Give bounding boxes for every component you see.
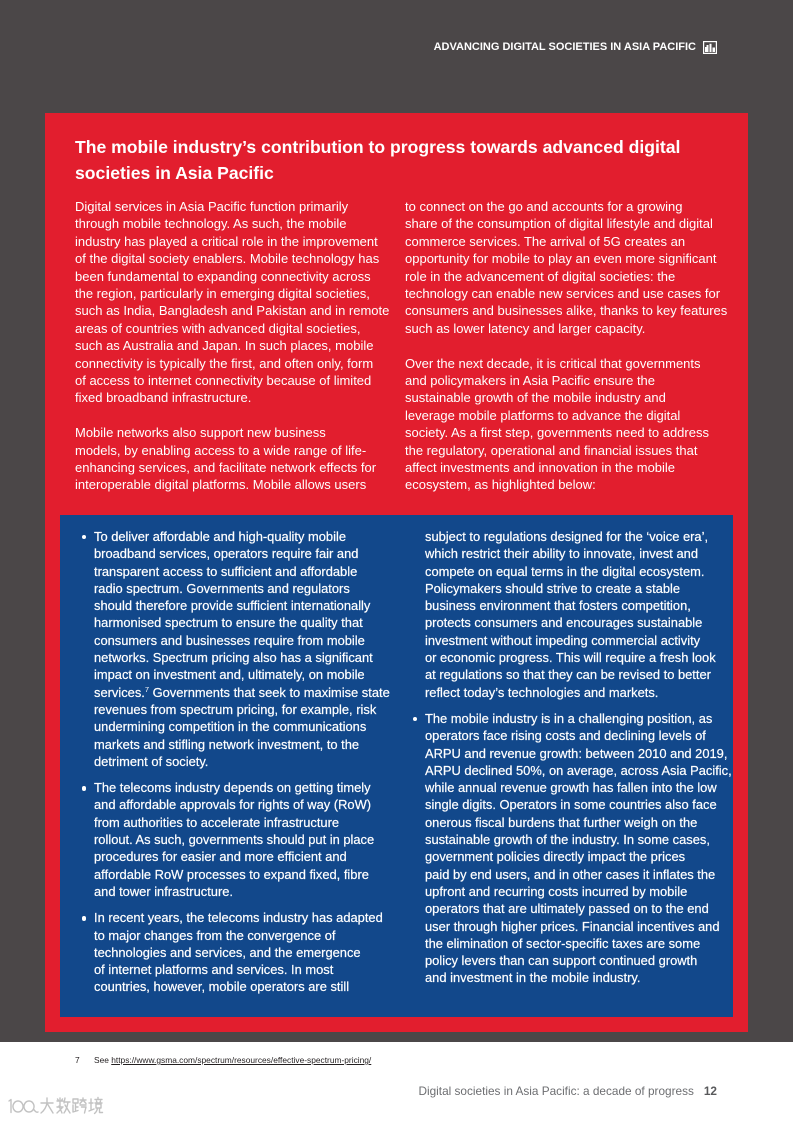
bullet-dot	[413, 717, 417, 721]
panel-title: The mobile industry’s contribution to progress towards advanced digital societies in Asia Pacific	[75, 137, 681, 183]
intro-column-left	[75, 198, 389, 511]
watermark-logo	[6, 1094, 106, 1118]
bullet-item-fiscal	[412, 710, 732, 987]
watermark-glyph	[89, 1098, 103, 1114]
intro-paragraph: to connect on the go and accounts for a growing share of the consumption of digital lifestyle and digital commerce services. The arrival of 5G creates an opportunity for mobile to play an even more significant role in the advancement of digital societies: the technology can enable new services and use cases for consumers and businesses alike, thanks to key features such as lower latency and larger capacity.	[405, 199, 728, 336]
watermark-logo-mark	[9, 1100, 38, 1113]
bullet-item-regulation	[81, 909, 390, 995]
bullet-text-continued: Governments that seek to maximise state revenues from spectrum pricing, for example, risk undermining competition in the communications markets and stifling network investment, to the detriment of society.	[94, 684, 390, 769]
footnote-reference: 7	[144, 685, 150, 695]
running-header	[434, 39, 717, 55]
footnote-link[interactable]: https://www.gsma.com/spectrum/resources/effective-spectrum-pricing/	[111, 1055, 372, 1065]
bullet-text: The mobile industry is in a challenging position, as operators face rising costs and declining levels of ARPU and revenue growth: between 2010 and 2019, ARPU declined 50%, on average, across Asia Pacific, while annual revenue growth has fallen into the low single digits. Operators in some countries also face onerous fiscal burdens that further weigh on the sustainable growth of the industry. In some cases, government policies directly impact the prices paid by end users, and in other cases it inflates the upfront and recurring costs incurred by mobile operators that are ultimately passed on to the end user through higher prices. Financial incentives and the elimination of sector-specific taxes are some policy levers than can support continued growth and investment in the mobile industry.	[425, 710, 732, 986]
bullet-item-rights-of-way	[81, 779, 390, 900]
watermark-mark	[9, 1098, 103, 1114]
intro-paragraph: Digital services in Asia Pacific function primarily through mobile technology. As such, the mobile industry has played a critical role in the improvement of the digital society enablers. Mobile technology has been fundamental to expanding connectivity across the region, particularly in emerging digital societies, such as India, Bangladesh and Pakistan and in remote areas of countries with advanced digital societies, such as Australia and Japan. In such places, mobile connectivity is typically the first, and often only, form of access to internet connectivity because of limited fixed broadband infrastructure.	[75, 199, 390, 406]
page-number: 12	[703, 1084, 717, 1098]
bullet-text-continued: subject to regulations designed for the ‘voice era’, which restrict their ability to innovate, invest and compete on equal terms in the digital ecosystem. Policymakers should strive to create a stable business environment that fosters competition, protects consumers and encourages sustainable investment without impeding commercial activity or economic progress. This will require a fresh look at regulations so that they can be revised to better reflect today’s technologies and markets.	[425, 529, 716, 700]
city-icon-skyline	[705, 43, 715, 51]
recommendations-panel	[60, 515, 733, 1017]
footnote	[94, 1054, 371, 1066]
intro-paragraph: Over the next decade, it is critical that governments and policymakers in Asia Pacific ensure the sustainable growth of the mobile industry and leverage mobile platforms to advance the digital society. As a first step, governments need to address the regulatory, operational and financial issues that affect investments and innovation in the mobile ecosystem, as highlighted below:	[405, 355, 709, 493]
bullet-text: In recent years, the telecoms industry has adapted to major changes from the convergence of technologies and services, and the emergence of internet platforms and services. In most countries, however, mobile operators are still	[94, 910, 383, 995]
recommendations-column-right	[412, 528, 732, 996]
footnote-number: 7	[75, 1055, 80, 1065]
city-icon	[703, 41, 717, 54]
watermark-glyph	[41, 1098, 53, 1113]
bullet-dot	[82, 535, 86, 539]
intro-paragraph: Mobile networks also support new business models, by enabling access to a wide range of life- enhancing services, and facilitate network effects for interoperable digital platforms. Mobile allows users	[75, 425, 377, 493]
contribution-panel	[45, 113, 748, 1032]
bullet-text: To deliver affordable and high-quality mobile broadband services, operators require fair and transparent access to sufficient and affordable radio spectrum. Governments and regulators should therefore provide sufficient internationally harmonised spectrum to ensure the quality that consumers and businesses require from mobile networks. Spectrum pricing also has a significant impact on investment and, ultimately, on mobile services.	[94, 529, 373, 700]
bullet-dot	[82, 916, 86, 920]
footer-title: Digital societies in Asia Pacific: a decade of progress	[418, 1084, 694, 1098]
footnote-prefix: See	[94, 1055, 109, 1065]
page-footer	[418, 1084, 717, 1098]
recommendations-column-left	[81, 528, 390, 1005]
bullet-continuation	[412, 528, 732, 701]
running-header-title: ADVANCING DIGITAL SOCIETIES IN ASIA PACIFIC	[433, 41, 696, 53]
bullet-dot	[82, 786, 86, 790]
bullet-text: The telecoms industry depends on getting timely and affordable approvals for rights of way (RoW) from authorities to accelerate infrastructure rollout. As such, governments should put in place procedures for easier and more efficient and affordable RoW processes to expand fixed, fibre and tower infrastructure.	[94, 780, 375, 899]
intro-column-right	[405, 198, 727, 511]
watermark-glyph	[57, 1098, 70, 1113]
bullet-item-spectrum	[81, 528, 390, 770]
watermark-glyph	[73, 1098, 86, 1113]
